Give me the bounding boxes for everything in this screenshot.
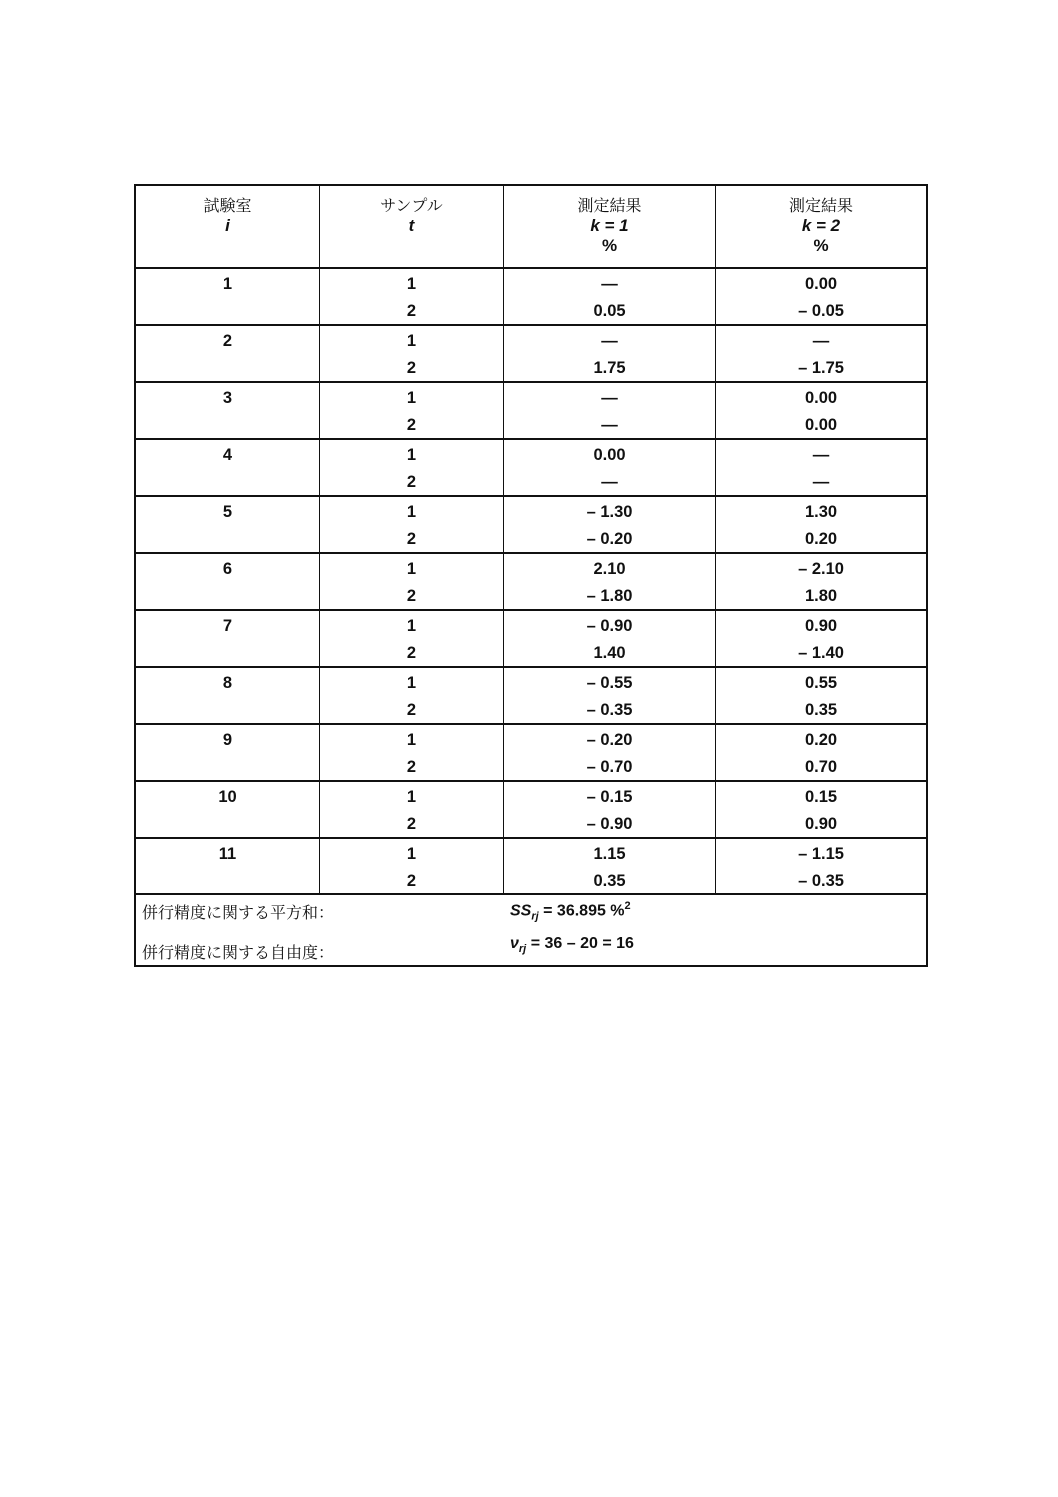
lab-cell-value: 9 (222, 731, 233, 749)
header-sample-label: サンプル (380, 196, 443, 215)
lab-cell (136, 668, 320, 723)
table-row-group (136, 725, 926, 782)
df-number: = 36 – 20 = 16 (526, 935, 634, 952)
result-k1-cell-value: – 1.30 (586, 503, 633, 521)
result-k2-cell-value: – 0.35 (798, 872, 844, 890)
result-k2-cell-value: 0.00 (804, 389, 838, 407)
result-k1-cell-value: – 0.15 (586, 788, 633, 806)
sample-cell-value: 1 (406, 389, 417, 407)
result-k1-cell-value: 0.00 (593, 446, 626, 464)
header-lab-symbol: i (225, 216, 230, 235)
result-k1-cell-value: 2.10 (593, 560, 626, 578)
header-result-k1 (504, 186, 716, 267)
sample-cell (320, 497, 504, 552)
sample-cell-value: 1 (406, 731, 417, 749)
result-k1-cell (504, 497, 716, 552)
lab-cell (136, 383, 320, 438)
df-value (510, 935, 634, 955)
sample-cell-value: 2 (406, 416, 417, 434)
table-row-group (136, 497, 926, 554)
result-k2-cell (716, 326, 926, 381)
result-k1-cell-value: – 1.80 (586, 587, 633, 605)
sample-cell (320, 554, 504, 609)
result-k1-cell-value: 1.15 (593, 845, 626, 863)
table-row-group (136, 326, 926, 383)
table-row-group (136, 554, 926, 611)
result-k1-cell (504, 839, 716, 893)
sample-cell (320, 611, 504, 666)
header-sample-symbol: t (408, 216, 415, 235)
sample-cell-value: 2 (406, 302, 417, 320)
result-k1-cell (504, 554, 716, 609)
result-k1-cell (504, 725, 716, 780)
result-k1-cell-value: – 0.70 (586, 758, 633, 776)
ss-symbol: SS (510, 902, 532, 920)
header-result-k1-unit: % (601, 236, 618, 255)
sample-cell-value: 2 (406, 473, 417, 491)
table-row-group (136, 269, 926, 326)
lab-cell-value: 8 (222, 674, 233, 692)
result-k2-cell-value: – 0.05 (798, 302, 844, 320)
table-row-group (136, 611, 926, 668)
table-body (136, 269, 926, 895)
sample-cell (320, 383, 504, 438)
result-k2-cell (716, 269, 926, 324)
result-k1-cell (504, 383, 716, 438)
header-lab-label: 試験室 (203, 196, 252, 215)
lab-cell-value: 5 (222, 503, 233, 521)
result-k1-cell-value: – 0.90 (586, 815, 633, 833)
result-k2-cell (716, 839, 926, 893)
result-k1-cell-value: 1.75 (593, 359, 626, 377)
result-k2-cell-value: – 1.75 (798, 359, 844, 377)
result-k1-cell (504, 611, 716, 666)
result-k2-cell-value: — (812, 332, 830, 350)
result-k2-cell-value: 0.55 (804, 674, 838, 692)
sample-cell-value: 2 (406, 815, 417, 833)
sample-cell-value: 1 (406, 788, 417, 806)
lab-cell-value: 2 (222, 332, 233, 350)
sample-cell (320, 839, 504, 893)
result-k2-cell (716, 440, 926, 495)
table-row-group (136, 839, 926, 895)
result-k2-cell-value: 0.90 (804, 815, 838, 833)
result-k2-cell-value: 0.35 (804, 701, 838, 719)
sample-cell (320, 440, 504, 495)
sample-cell (320, 725, 504, 780)
header-result-k2-label: 測定結果 (788, 196, 853, 215)
result-k2-cell-value: 0.70 (804, 758, 838, 776)
result-k1-cell (504, 326, 716, 381)
ss-number: = 36.895 % (538, 902, 625, 920)
result-k2-cell-value: – 1.40 (798, 644, 844, 662)
lab-cell (136, 782, 320, 837)
result-k1-cell-value: – 0.55 (586, 674, 633, 692)
header-result-k1-k: k = 1 (590, 216, 629, 235)
ss-sup: 2 (624, 900, 631, 912)
result-k1-cell-value: — (601, 275, 618, 293)
result-k2-cell-value: — (812, 473, 830, 491)
table-row-group (136, 782, 926, 839)
result-k2-cell (716, 782, 926, 837)
df-sub: rj (518, 943, 527, 956)
sample-cell (320, 326, 504, 381)
sample-cell (320, 668, 504, 723)
lab-cell (136, 611, 320, 666)
result-k2-cell (716, 383, 926, 438)
result-k2-cell (716, 725, 926, 780)
result-k2-cell-value: – 1.15 (798, 845, 844, 863)
lab-cell-value: 11 (218, 845, 237, 863)
result-k2-cell-value: 1.80 (804, 587, 838, 605)
result-k2-cell-value: 0.20 (804, 731, 838, 749)
result-k1-cell (504, 668, 716, 723)
result-k2-cell (716, 497, 926, 552)
sample-cell (320, 269, 504, 324)
lab-cell (136, 554, 320, 609)
result-k1-cell-value: — (601, 416, 618, 434)
sample-cell-value: 2 (406, 530, 417, 548)
result-k1-cell-value: – 0.35 (586, 701, 633, 719)
ss-value (510, 900, 631, 923)
result-k1-cell-value: – 0.20 (586, 530, 633, 548)
sample-cell-value: 2 (406, 587, 417, 605)
lab-cell (136, 269, 320, 324)
ss-label: 併行精度に関する平方和： (142, 903, 335, 922)
lab-cell-value: 3 (222, 389, 233, 407)
ss-sub: rj (531, 910, 539, 923)
header-sample (320, 186, 504, 267)
result-k2-cell-value: — (812, 446, 830, 464)
lab-cell-value: 7 (222, 617, 233, 635)
header-result-k2-unit: % (813, 236, 829, 255)
table-header (136, 186, 926, 269)
df-label: 併行精度に関する自由度： (142, 943, 335, 962)
result-k1-cell-value: 0.05 (593, 302, 626, 320)
sample-cell-value: 1 (406, 560, 417, 578)
result-k2-cell-value: 0.20 (804, 530, 838, 548)
result-k1-cell-value: – 0.20 (586, 731, 633, 749)
result-k1-cell-value: 0.35 (593, 872, 626, 890)
lab-cell-value: 4 (222, 446, 233, 464)
result-k1-cell-value: 1.40 (593, 644, 626, 662)
result-k2-cell (716, 554, 926, 609)
sample-cell-value: 1 (406, 845, 417, 863)
lab-cell (136, 725, 320, 780)
table-row-group (136, 668, 926, 725)
lab-cell (136, 497, 320, 552)
result-k1-cell-value: — (601, 332, 618, 350)
result-k2-cell-value: – 2.10 (798, 560, 844, 578)
header-result-k1-label: 測定結果 (577, 196, 642, 215)
result-k1-cell (504, 782, 716, 837)
result-k1-cell-value: — (601, 473, 618, 491)
sample-cell-value: 1 (406, 674, 417, 692)
header-result-k2 (716, 186, 926, 267)
sample-cell-value: 2 (406, 701, 417, 719)
lab-cell (136, 839, 320, 893)
result-k1-cell (504, 269, 716, 324)
result-k2-cell-value: 0.00 (804, 416, 838, 434)
df-symbol: ν (510, 935, 519, 952)
sample-cell-value: 2 (406, 644, 417, 662)
header-result-k2-k: k = 2 (801, 216, 841, 235)
sample-cell-value: 2 (406, 758, 417, 776)
result-k1-cell (504, 440, 716, 495)
result-k1-cell-value: — (601, 389, 618, 407)
table-row-group (136, 440, 926, 497)
table-row-group (136, 383, 926, 440)
sample-cell-value: 2 (406, 359, 417, 377)
sample-cell-value: 1 (406, 503, 417, 521)
lab-cell-value: 6 (222, 560, 233, 578)
sample-cell-value: 2 (406, 872, 417, 890)
sample-cell-value: 1 (406, 275, 417, 293)
sample-cell-value: 1 (406, 446, 417, 464)
result-k2-cell-value: 0.00 (804, 275, 838, 293)
precision-table (134, 184, 928, 967)
sample-cell-value: 1 (406, 332, 417, 350)
lab-cell (136, 440, 320, 495)
lab-cell (136, 326, 320, 381)
sample-cell (320, 782, 504, 837)
lab-cell-value: 10 (218, 788, 237, 806)
result-k2-cell (716, 668, 926, 723)
result-k2-cell-value: 1.30 (804, 503, 838, 521)
result-k2-cell-value: 0.90 (804, 617, 838, 635)
header-lab (136, 186, 320, 267)
table-footer (136, 895, 926, 965)
result-k2-cell (716, 611, 926, 666)
result-k1-cell-value: – 0.90 (586, 617, 633, 635)
result-k2-cell-value: 0.15 (804, 788, 838, 806)
sample-cell-value: 1 (406, 617, 417, 635)
lab-cell-value: 1 (222, 275, 233, 293)
